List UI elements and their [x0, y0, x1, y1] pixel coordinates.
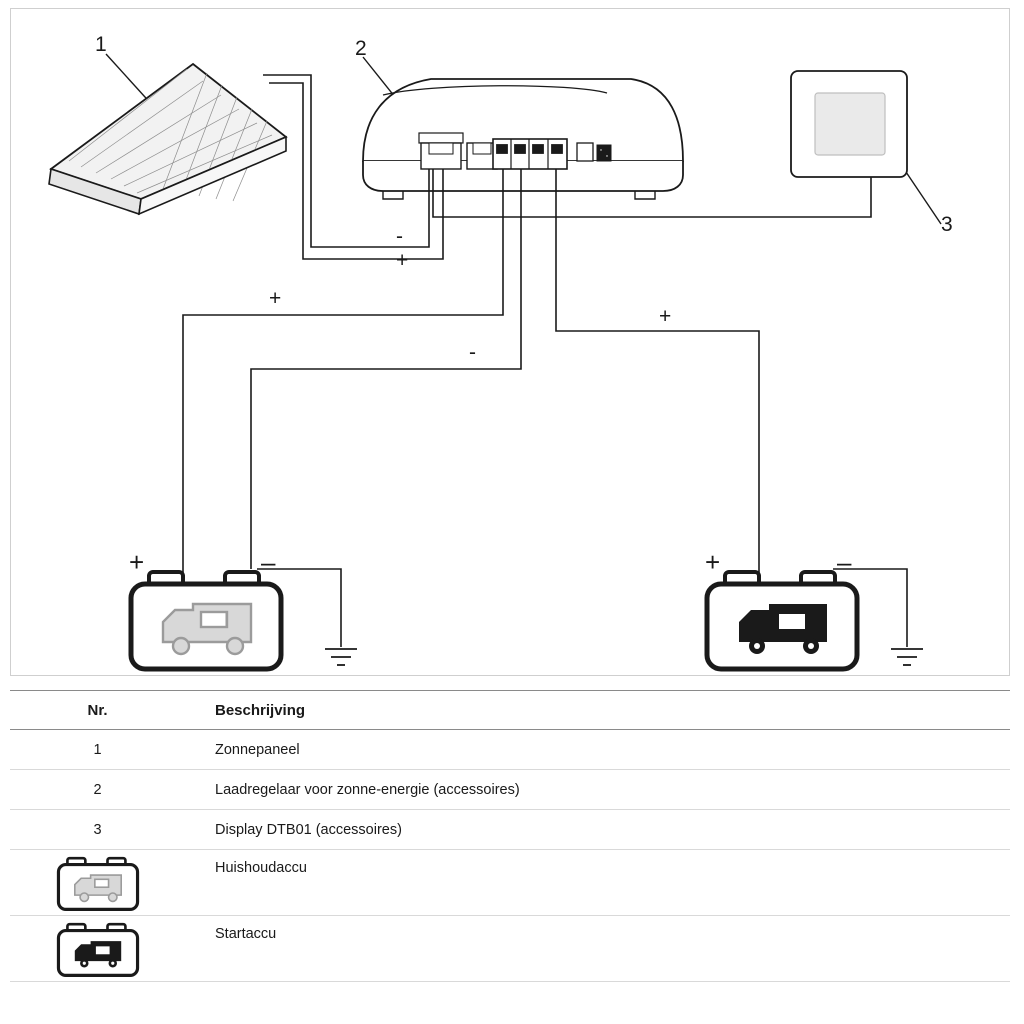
- house-battery-plus-wire-label: +: [269, 287, 282, 310]
- solar-minus-label: -: [396, 225, 403, 248]
- start-battery-minus-terminal-label: –: [837, 547, 852, 577]
- legend-header-description: Beschrijving: [185, 691, 1010, 730]
- table-row: [10, 850, 1010, 916]
- callout-1-label: 1: [95, 33, 107, 56]
- display-icon: [791, 71, 907, 177]
- table-row: [10, 770, 1010, 810]
- house-battery-icon: [10, 854, 185, 912]
- house-battery-icon: [131, 572, 281, 669]
- table-row: [10, 730, 1010, 770]
- house-battery-plus-terminal-label: +: [129, 547, 145, 577]
- wiring-diagram-panel: [10, 8, 1010, 676]
- legend-row-1-description: Zonnepaneel: [185, 730, 1010, 770]
- house-battery-icon-svg: [50, 854, 146, 912]
- callout-3-label: 3: [941, 213, 953, 236]
- callout-2-label: 2: [355, 37, 367, 60]
- legend-body: [10, 730, 1010, 982]
- legend-header-row: [10, 691, 1010, 730]
- legend-row-4-icon-cell: [10, 850, 185, 916]
- table-row: [10, 916, 1010, 982]
- wiring-diagram-svg: [11, 9, 1011, 677]
- charge-controller-icon: [363, 79, 683, 199]
- start-battery-icon-svg: [50, 920, 146, 978]
- start-battery-plus-terminal-label: +: [705, 547, 721, 577]
- solar-panel-icon: [49, 64, 286, 214]
- legend-row-2-description: Laadregelaar voor zonne-energie (accessoires): [185, 770, 1010, 810]
- legend-head: [10, 691, 1010, 730]
- legend-header-nr: Nr.: [10, 691, 185, 730]
- common-minus-wire-label: -: [469, 341, 476, 364]
- solar-plus-label: +: [396, 249, 409, 272]
- legend-row-3-nr: 3: [10, 810, 185, 850]
- start-battery-icon: [10, 920, 185, 978]
- legend-row-2-nr: 2: [10, 770, 185, 810]
- legend-row-5-icon-cell: [10, 916, 185, 982]
- legend-row-3-description: Display DTB01 (accessoires): [185, 810, 1010, 850]
- legend-row-1-nr: 1: [10, 730, 185, 770]
- legend-row-4-description: Huishoudaccu: [185, 850, 1010, 916]
- legend-table: [10, 690, 1010, 982]
- start-battery-plus-wire-label: +: [659, 305, 672, 328]
- legend-row-5-description: Startaccu: [185, 916, 1010, 982]
- start-battery-icon: [707, 572, 857, 669]
- table-row: [10, 810, 1010, 850]
- house-battery-minus-terminal-label: –: [261, 547, 276, 577]
